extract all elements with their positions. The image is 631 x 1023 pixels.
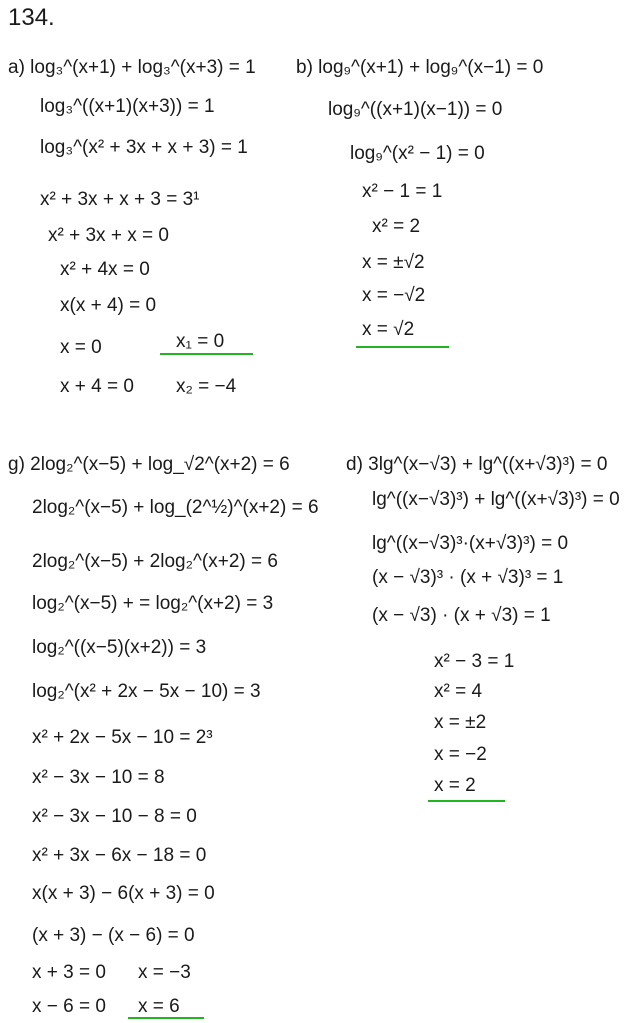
problem-d-line-6: x² − 3 = 1 bbox=[434, 651, 515, 672]
problem-a-answer-1: x₁ = 0 bbox=[176, 331, 225, 352]
problem-b-answer-underline bbox=[356, 346, 449, 348]
problem-g-line-10: x² + 3x − 6x − 18 = 0 bbox=[32, 845, 207, 866]
problem-g-line-13: x + 3 = 0 bbox=[32, 962, 106, 983]
problem-b-line-3: log₉^(x² − 1) = 0 bbox=[350, 143, 485, 164]
problem-a-line-3: log₃^(x² + 3x + x + 3) = 1 bbox=[40, 137, 248, 158]
problem-g-answer-2: x = 6 bbox=[138, 996, 180, 1017]
problem-d-answer-underline bbox=[428, 800, 505, 802]
problem-g-answer-1: x = −3 bbox=[138, 962, 191, 983]
problem-g-line-3: 2log₂^(x−5) + 2log₂^(x+2) = 6 bbox=[32, 551, 278, 572]
problem-a-line-8: x = 0 bbox=[60, 337, 102, 358]
problem-b-line-1: b) log₉^(x+1) + log₉^(x−1) = 0 bbox=[296, 57, 544, 78]
problem-a-line-2: log₃^((x+1)(x+3)) = 1 bbox=[40, 96, 215, 117]
exercise-number: 134. bbox=[8, 4, 55, 31]
problem-d-line-4: (x − √3)³ · (x + √3)³ = 1 bbox=[372, 567, 564, 588]
problem-a-line-5: x² + 3x + x = 0 bbox=[48, 225, 169, 246]
problem-g-line-14: x − 6 = 0 bbox=[32, 996, 106, 1017]
problem-b-line-2: log₉^((x+1)(x−1)) = 0 bbox=[328, 99, 503, 120]
problem-b-line-6: x = ±√2 bbox=[362, 252, 425, 273]
problem-d-line-1: d) 3lg^(x−√3) + lg^((x+√3)³) = 0 bbox=[346, 454, 608, 475]
problem-a-line-4: x² + 3x + x + 3 = 3¹ bbox=[40, 189, 200, 210]
problem-d-line-9: x = −2 bbox=[434, 744, 487, 765]
problem-a-line-6: x² + 4x = 0 bbox=[60, 259, 150, 280]
problem-d-line-2: lg^((x−√3)³) + lg^((x+√3)³) = 0 bbox=[372, 489, 620, 510]
problem-a-line-1: a) log₃^(x+1) + log₃^(x+3) = 1 bbox=[8, 57, 256, 78]
problem-g-answer-underline bbox=[128, 1017, 204, 1019]
problem-a-line-9: x + 4 = 0 bbox=[60, 376, 134, 397]
problem-d-line-5: (x − √3) · (x + √3) = 1 bbox=[372, 605, 551, 626]
problem-a-answer-underline bbox=[160, 353, 253, 355]
problem-g-line-1: g) 2log₂^(x−5) + log_√2^(x+2) = 6 bbox=[8, 454, 290, 475]
problem-g-line-8: x² − 3x − 10 = 8 bbox=[32, 767, 165, 788]
problem-g-line-4: log₂^(x−5) + = log₂^(x+2) = 3 bbox=[32, 593, 274, 614]
problem-g-line-6: log₂^(x² + 2x − 5x − 10) = 3 bbox=[32, 681, 261, 702]
problem-d-line-7: x² = 4 bbox=[434, 681, 483, 702]
problem-g-line-5: log₂^((x−5)(x+2)) = 3 bbox=[32, 637, 207, 658]
problem-a-line-7: x(x + 4) = 0 bbox=[60, 295, 157, 316]
problem-d-line-10: x = 2 bbox=[434, 775, 476, 796]
problem-b-line-4: x² − 1 = 1 bbox=[362, 181, 443, 202]
problem-b-line-8: x = √2 bbox=[362, 319, 415, 340]
problem-a-answer-2: x₂ = −4 bbox=[176, 376, 237, 397]
problem-d-line-3: lg^((x−√3)³·(x+√3)³) = 0 bbox=[372, 533, 569, 554]
problem-b-line-5: x² = 2 bbox=[372, 216, 421, 237]
problem-g-line-2: 2log₂^(x−5) + log_(2^½)^(x+2) = 6 bbox=[32, 497, 319, 518]
problem-b-line-7: x = −√2 bbox=[362, 285, 426, 306]
problem-d-line-8: x = ±2 bbox=[434, 712, 487, 733]
problem-g-line-7: x² + 2x − 5x − 10 = 2³ bbox=[32, 727, 213, 748]
problem-g-line-9: x² − 3x − 10 − 8 = 0 bbox=[32, 806, 197, 827]
problem-g-line-11: x(x + 3) − 6(x + 3) = 0 bbox=[32, 883, 215, 904]
problem-g-line-12: (x + 3) − (x − 6) = 0 bbox=[32, 925, 195, 946]
